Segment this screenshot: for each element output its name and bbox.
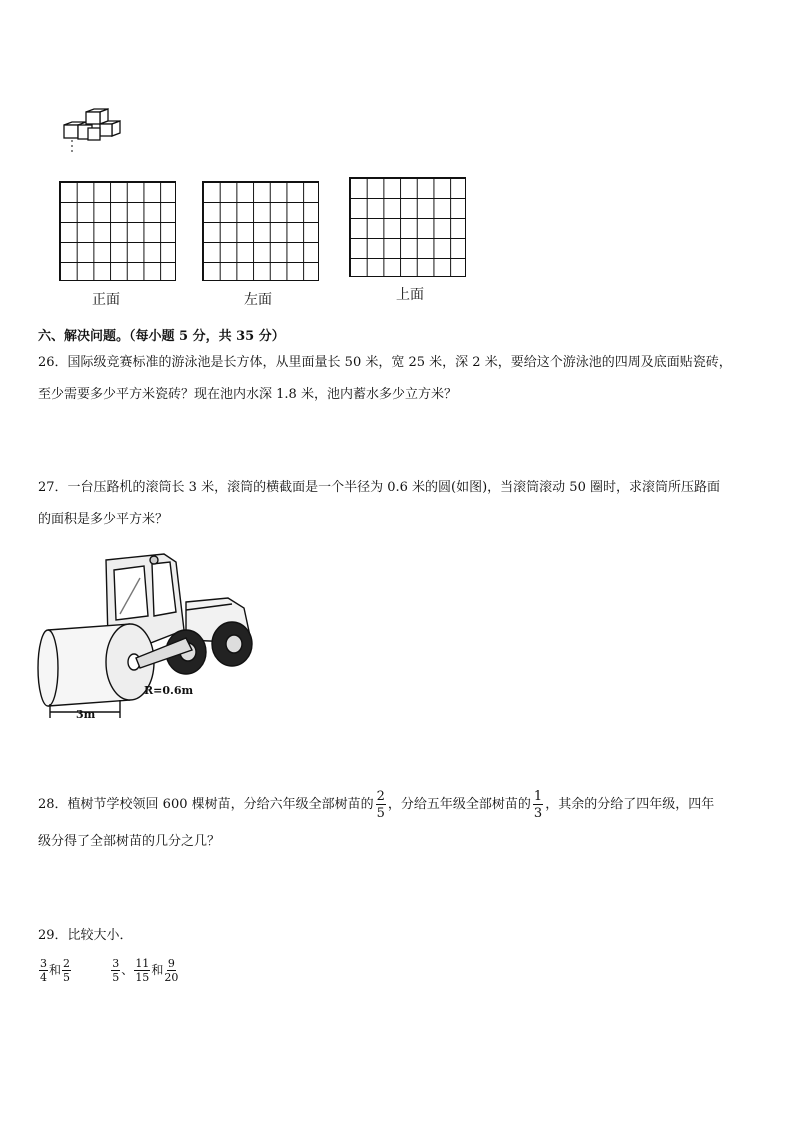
q26-line1: 26．国际级竞赛标准的游泳池是长方体，从里面量长 50 米，宽 25 米，深 2 米，要给这个游泳池的四周及底面贴瓷砖， xyxy=(38,355,732,370)
q29-frac-2-5 xyxy=(62,958,71,983)
q29-f4-den: 15 xyxy=(135,971,150,984)
q29-frac-3-4 xyxy=(39,958,48,983)
front-view-grid xyxy=(59,181,176,281)
q29-f2-den: 5 xyxy=(63,971,71,984)
front-view-label: 正面 xyxy=(92,292,120,308)
q29-f1-den: 4 xyxy=(40,971,47,984)
q29-and1: 和 xyxy=(49,963,62,977)
top-view-label: 上面 xyxy=(396,287,424,303)
q29-title: 29．比较大小． xyxy=(38,928,133,943)
q29-frac-11-15 xyxy=(134,958,150,983)
q28-text-part3: ，其余的分给了四年级，四年 xyxy=(545,797,715,812)
cube-stack-figure xyxy=(58,108,124,156)
q29-separator: 、 xyxy=(121,963,134,977)
q29-f2-num: 2 xyxy=(63,957,71,970)
q29-f5-num: 9 xyxy=(167,957,175,970)
q28-line1 xyxy=(38,788,714,822)
q28-frac1-numerator: 2 xyxy=(376,788,385,804)
q29-f3-den: 5 xyxy=(112,971,120,984)
q29-comparisons xyxy=(38,955,179,986)
length-label: 3m xyxy=(76,708,96,720)
q28-text-part1: 28．植树节学校领回 600 棵树苗，分给六年级全部树苗的 xyxy=(38,797,374,812)
q28-frac2-denominator: 3 xyxy=(533,805,543,821)
left-view-label: 左面 xyxy=(244,292,272,308)
q28-frac2-numerator: 1 xyxy=(533,788,543,804)
road-roller-illustration xyxy=(36,540,266,720)
section-heading: 六、解决问题。（每小题 5 分，共 35 分） xyxy=(38,329,285,344)
q29-f5-den: 20 xyxy=(164,971,179,984)
top-view-grid xyxy=(349,177,466,277)
q26-line2: 至少需要多少平方米瓷砖？现在池内水深 1.8 米，池内蓄水多少立方米？ xyxy=(38,387,457,402)
q29-f1-num: 3 xyxy=(40,957,47,970)
q28-fraction-two-fifths xyxy=(376,790,386,820)
q29-f4-num: 11 xyxy=(135,957,150,970)
q29-frac-9-20 xyxy=(164,958,178,983)
q28-line2: 级分得了全部树苗的几分之几？ xyxy=(38,834,221,849)
q29-frac-3-5 xyxy=(111,958,120,983)
q27-line2: 的面积是多少平方米？ xyxy=(38,512,169,527)
q29-and2: 和 xyxy=(151,963,164,977)
radius-label: R=0.6m xyxy=(144,684,194,697)
left-view-grid xyxy=(202,181,319,281)
q27-line1: 27．一台压路机的滚筒长 3 米，滚筒的横截面是一个半径为 0.6 米的圆(如图)，当滚筒滚动 50 圈时，求滚筒所压路面 xyxy=(38,480,720,495)
q28-text-part2: ，分给五年级全部树苗的 xyxy=(387,797,531,812)
q29-f3-num: 3 xyxy=(112,957,120,970)
q28-frac1-denominator: 5 xyxy=(376,805,385,821)
q28-fraction-one-third xyxy=(533,790,543,820)
